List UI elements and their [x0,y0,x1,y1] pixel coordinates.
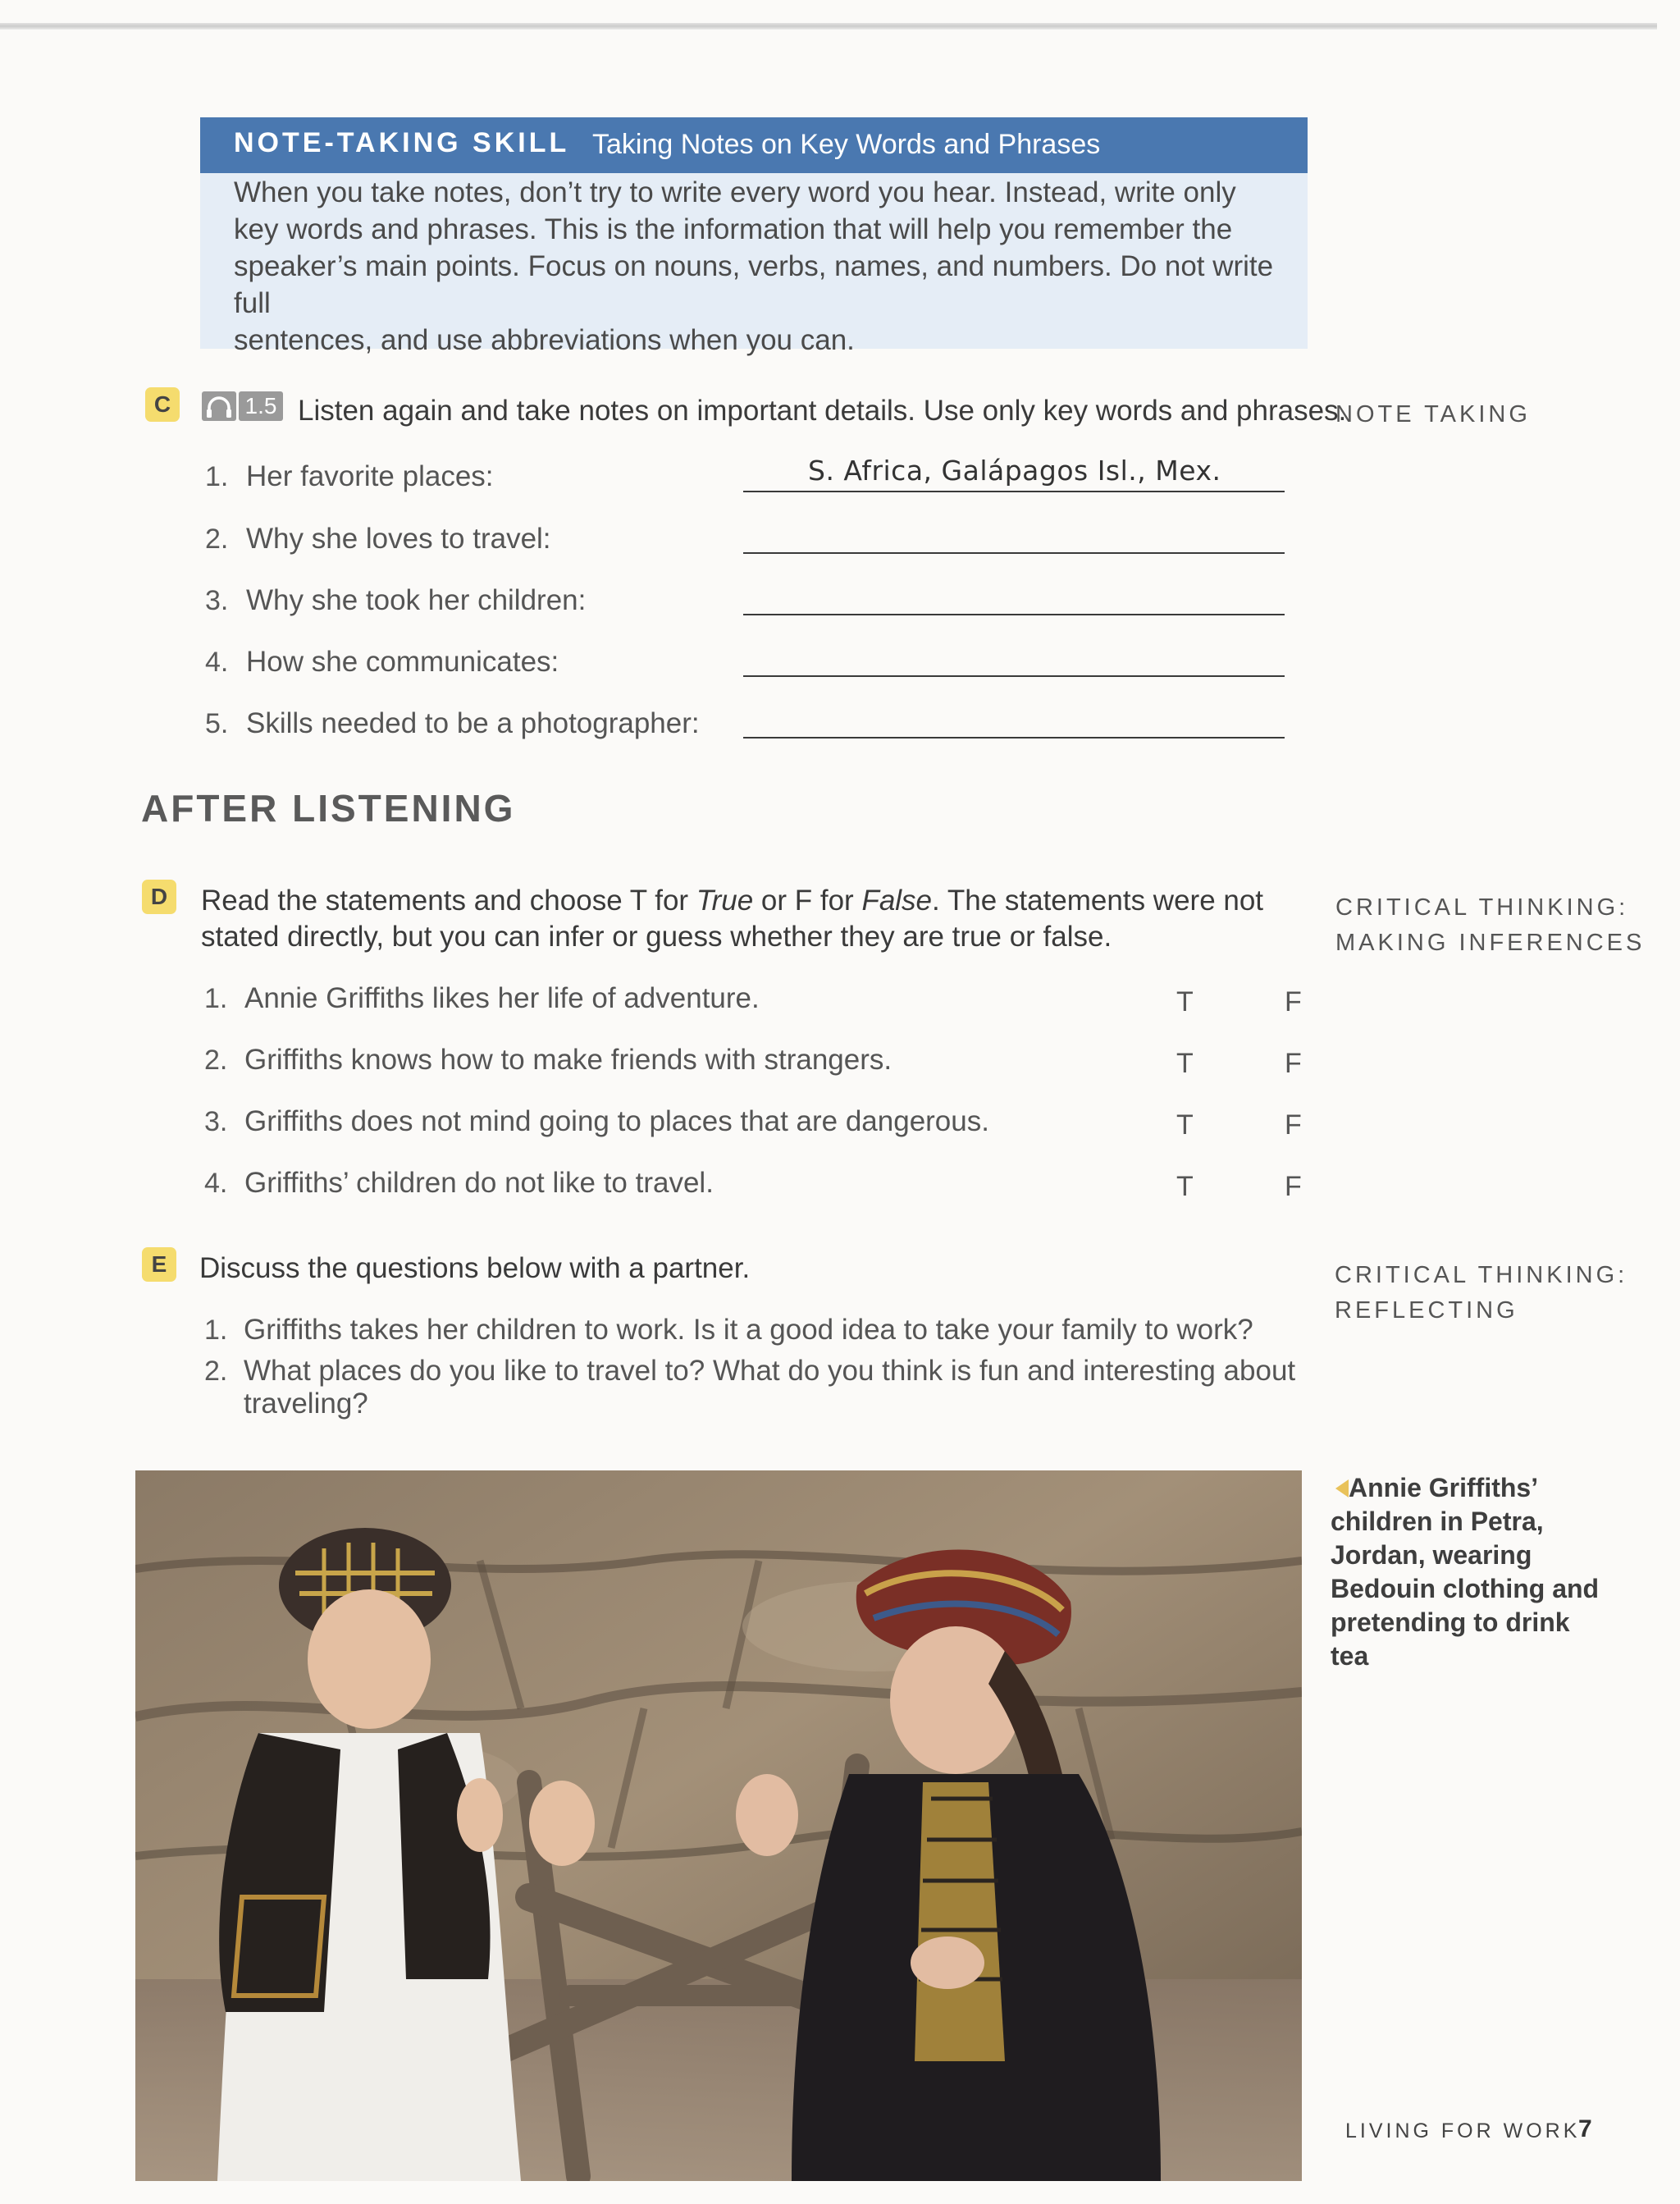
skill-body-line: speaker’s main points. Focus on nouns, verbs, names, and numbers. Do not write full [234,250,1274,319]
false-option[interactable]: F [1285,1109,1302,1141]
skill-body-line: When you take notes, don’t try to write every word you hear. Instead, write only [234,176,1236,208]
photo-children-petra [135,1470,1302,2181]
list-number: 5. [205,708,229,739]
list-number: 4. [205,647,229,678]
note-prompt: Why she loves to travel: [246,523,551,555]
statement-text: Griffiths does not mind going to places that are dangerous. [244,1105,989,1137]
discussion-question: Griffiths takes her children to work. Is it a good idea to take your family to work? [244,1314,1253,1346]
note-prompt: Her favorite places: [246,460,494,492]
exercise-badge-d: D [142,880,176,914]
false-option[interactable]: F [1285,1171,1302,1202]
list-number: 2. [204,1356,228,1387]
false-option[interactable]: F [1285,1048,1302,1079]
list-number: 4. [204,1168,228,1199]
discussion-question-cont: traveling? [244,1388,368,1420]
side-label-inferences: CRITICAL THINKING: [1335,894,1629,921]
list-number: 1. [204,1315,228,1346]
true-option[interactable]: T [1176,1171,1194,1202]
answer-line[interactable] [743,675,1285,677]
list-number: 2. [204,1045,228,1076]
skill-title: Taking Notes on Key Words and Phrases [592,129,1101,160]
side-label-reflecting-2: REFLECTING [1335,1297,1518,1324]
headphones-icon[interactable] [202,391,236,421]
section-heading: AFTER LISTENING [141,787,516,830]
statement-text: Griffiths’ children do not like to travel. [244,1167,714,1199]
skill-tag: NOTE-TAKING SKILL [234,127,570,158]
exercise-d-instruction: Read the statements and choose T for True or F for False. The statements were not [201,885,1264,917]
answer-line[interactable] [743,737,1285,738]
handwritten-answer: S. Africa, Galápagos Isl., Mex. [808,455,1221,487]
exercise-e-instruction: Discuss the questions below with a partner. [199,1252,751,1284]
note-prompt: Why she took her children: [246,584,587,616]
true-option[interactable]: T [1176,986,1194,1017]
true-option[interactable]: T [1176,1048,1194,1079]
true-option[interactable]: T [1176,1109,1194,1141]
list-number: 3. [204,1106,228,1137]
running-footer: LIVING FOR WORK [1345,2119,1581,2142]
scan-edge [0,23,1657,30]
list-number: 2. [205,524,229,555]
side-label-inferences-2: MAKING INFERENCES [1335,930,1646,956]
exercise-d-instruction-line2: stated directly, but you can infer or guess whether they are true or false. [201,921,1112,953]
skill-body [234,174,1300,359]
skill-body-line: sentences, and use abbreviations when you can. [234,324,855,356]
exercise-badge-c: C [145,387,180,422]
list-number: 1. [205,461,229,492]
answer-line[interactable] [743,614,1285,615]
list-number: 1. [204,983,228,1014]
false-option[interactable]: F [1285,986,1302,1017]
note-prompt: Skills needed to be a photographer: [246,707,700,739]
discussion-question: What places do you like to travel to? What do you think is fun and interesting about [244,1355,1296,1387]
exercise-badge-e: E [142,1247,176,1282]
statement-text: Annie Griffiths likes her life of adventure. [244,982,760,1014]
answer-line[interactable] [743,552,1285,554]
note-prompt: How she communicates: [246,646,559,678]
skill-body-line: key words and phrases. This is the information that will help you remember the [234,213,1233,245]
audio-track-number[interactable]: 1.5 [239,391,283,421]
answer-line[interactable] [743,491,1285,492]
page-number: 7 [1578,2115,1592,2142]
exercise-c-instruction: Listen again and take notes on important details. Use only key words and phrases. [298,395,1347,427]
photo-caption: Annie Griffiths’ children in Petra, Jordan, wearing Bedouin clothing and pretending to drink tea [1331,1473,1600,1671]
side-label-note-taking: NOTE TAKING [1335,401,1531,428]
list-number: 3. [205,585,229,616]
statement-text: Griffiths knows how to make friends with strangers. [244,1044,892,1076]
side-label-reflecting: CRITICAL THINKING: [1335,1262,1628,1288]
